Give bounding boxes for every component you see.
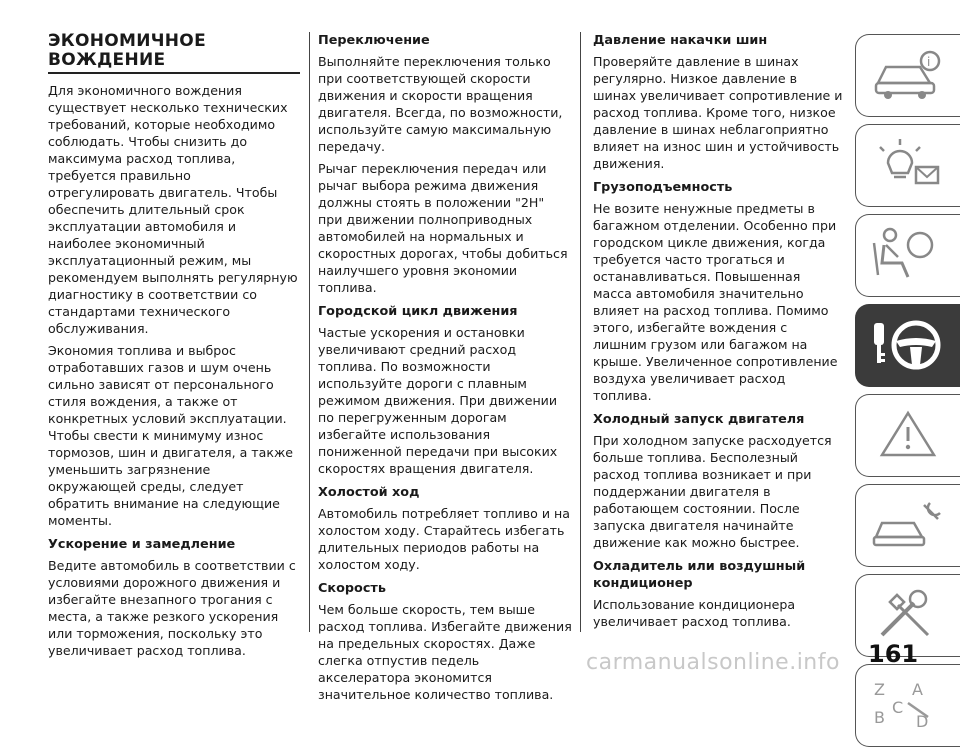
- airbag-seat-icon: [868, 223, 948, 287]
- svg-text:Z: Z: [874, 680, 885, 699]
- column-1: [48, 32, 300, 664]
- shifting-paragraph-1: Выполняйте переключения только при соответствующей скорости движения и скорости вращения двигателя. Всегда, по возможности, используйте самую максимальную передачу.: [318, 54, 563, 154]
- heading-cold-start: Холодный запуск двигателя: [593, 412, 805, 427]
- acceleration-paragraph: Ведите автомобиль в соответствии с условиями дорожного движения и избегайте внезапного трогания с места, а также резкого ускорения или торможения, поскольку это увеличивает расход топлива.: [48, 558, 296, 658]
- svg-text:D: D: [916, 712, 929, 731]
- title-underline: [48, 72, 300, 74]
- car-info-icon: [868, 43, 948, 107]
- heading-load: Грузоподъемность: [593, 180, 733, 195]
- tab-road-emergency[interactable]: [855, 394, 960, 477]
- column-2: [318, 32, 572, 708]
- svg-text:A: A: [912, 680, 923, 699]
- heading-idle: Холостой ход: [318, 485, 420, 500]
- heading-speed: Скорость: [318, 581, 386, 596]
- svg-text:C: C: [892, 698, 904, 717]
- section-title-line2: ВОЖДЕНИЕ: [48, 50, 166, 70]
- tab-steering-key[interactable]: [855, 304, 960, 387]
- svg-text:i: i: [927, 55, 931, 69]
- idle-paragraph: Автомобиль потребляет топливо и на холостом ходу. Старайтесь избегать длительных периодов работы на холостом ходу.: [318, 506, 570, 572]
- tab-alphabet-index[interactable]: [855, 664, 960, 747]
- tab-car-service[interactable]: [855, 484, 960, 567]
- intro-paragraph: Для экономичного вождения существует несколько технических требований, которые необходимо соблюдать. Чтобы снизить до максимума расход топлива, требуется правильно отрегулировать двигатель. Чтобы обеспечить длительный срок эксплуатации автомобиля и наиболее экономичный эксплуатационный режим, мы рекомендуем выполнять регулярную диагностику в соответствии со стандартами технического обслуживания.: [48, 83, 298, 336]
- column-divider-1: [309, 32, 310, 632]
- watermark: carmanualsonline.info: [586, 650, 840, 675]
- road-emergency-icon: [868, 403, 948, 467]
- section-title-line1: ЭКОНОМИЧНОЕ: [48, 31, 206, 51]
- heading-city-cycle: Городской цикл движения: [318, 304, 518, 319]
- car-service-icon: [868, 493, 948, 557]
- alphabet-index-icon: [868, 673, 948, 737]
- column-divider-2: [580, 32, 581, 632]
- tab-airbag-seat[interactable]: [855, 214, 960, 297]
- city-cycle-paragraph: Частые ускорения и остановки увеличивают средний расход топлива. По возможности используйте дороги с плавным режимом движения. При движении по перегруженным дорогам избегайте использования пониженной передачи при высоких скоростях вращения двигателя.: [318, 325, 558, 476]
- steering-key-icon: [868, 313, 948, 377]
- heading-air-conditioner: Охладитель или воздушный кондиционер: [593, 559, 806, 591]
- svg-text:B: B: [874, 708, 885, 727]
- heading-tire-pressure: Давление накачки шин: [593, 33, 768, 48]
- economy-paragraph: Экономия топлива и выброс отработавших газов и шум очень сильно зависят от персонального стиля вождения, а также от конкретных условий эксплуатации. Чтобы свести к минимуму износ тормозов, шин и двигателя, а также уменьшить загрязнение окружающей среды, следует обратить внимание на следующие моменты.: [48, 343, 294, 528]
- tab-car-info[interactable]: [855, 34, 960, 117]
- heading-shifting: Переключение: [318, 33, 430, 48]
- shifting-paragraph-2: Рычаг переключения передач или рычаг выбора режима движения должны стоять в положении "2H" при движении полноприводных автомобилей на нормальных и скоростных дорогах, чтобы добиться наилучшего уровня экономии топлива.: [318, 161, 568, 295]
- load-paragraph: Не возите ненужные предметы в багажном отделении. Особенно при городском цикле движения, когда требуется часто трогаться и останавливаться. Повышенная масса автомобиля значительно влияет на расход топлива. Помимо этого, избегайте вождения с лишним грузом или багажом на крыше. Увеличенное сопротивление воздуха увеличивает расход топлива.: [593, 201, 838, 403]
- tools-icon: [868, 583, 948, 647]
- heading-acceleration: Ускорение и замедление: [48, 537, 236, 552]
- tire-pressure-paragraph: Проверяйте давление в шинах регулярно. Низкое давление в шинах увеличивает сопротивление и расход топлива. Кроме того, низкое давление в шинах неблагоприятно влияет на износ шин и устойчивость движения.: [593, 54, 843, 171]
- warning-lights-icon: [868, 133, 948, 197]
- column-3: [593, 32, 843, 635]
- cold-start-paragraph: При холодном запуске расходуется больше топлива. Бесполезный расход топлива возникает и при поддержании двигателя в работающем состоянии. После запуска двигателя начинайте движение как можно быстрее.: [593, 433, 832, 550]
- air-conditioner-paragraph: Использование кондиционера увеличивает расход топлива.: [593, 597, 796, 629]
- tab-warning-lights[interactable]: [855, 124, 960, 207]
- page-number: 161: [868, 640, 919, 668]
- speed-paragraph: Чем больше скорость, тем выше расход топлива. Избегайте движения на предельных скоростях. Даже слегка отпустив педель акселератора экономится значительное количество топлива.: [318, 602, 572, 702]
